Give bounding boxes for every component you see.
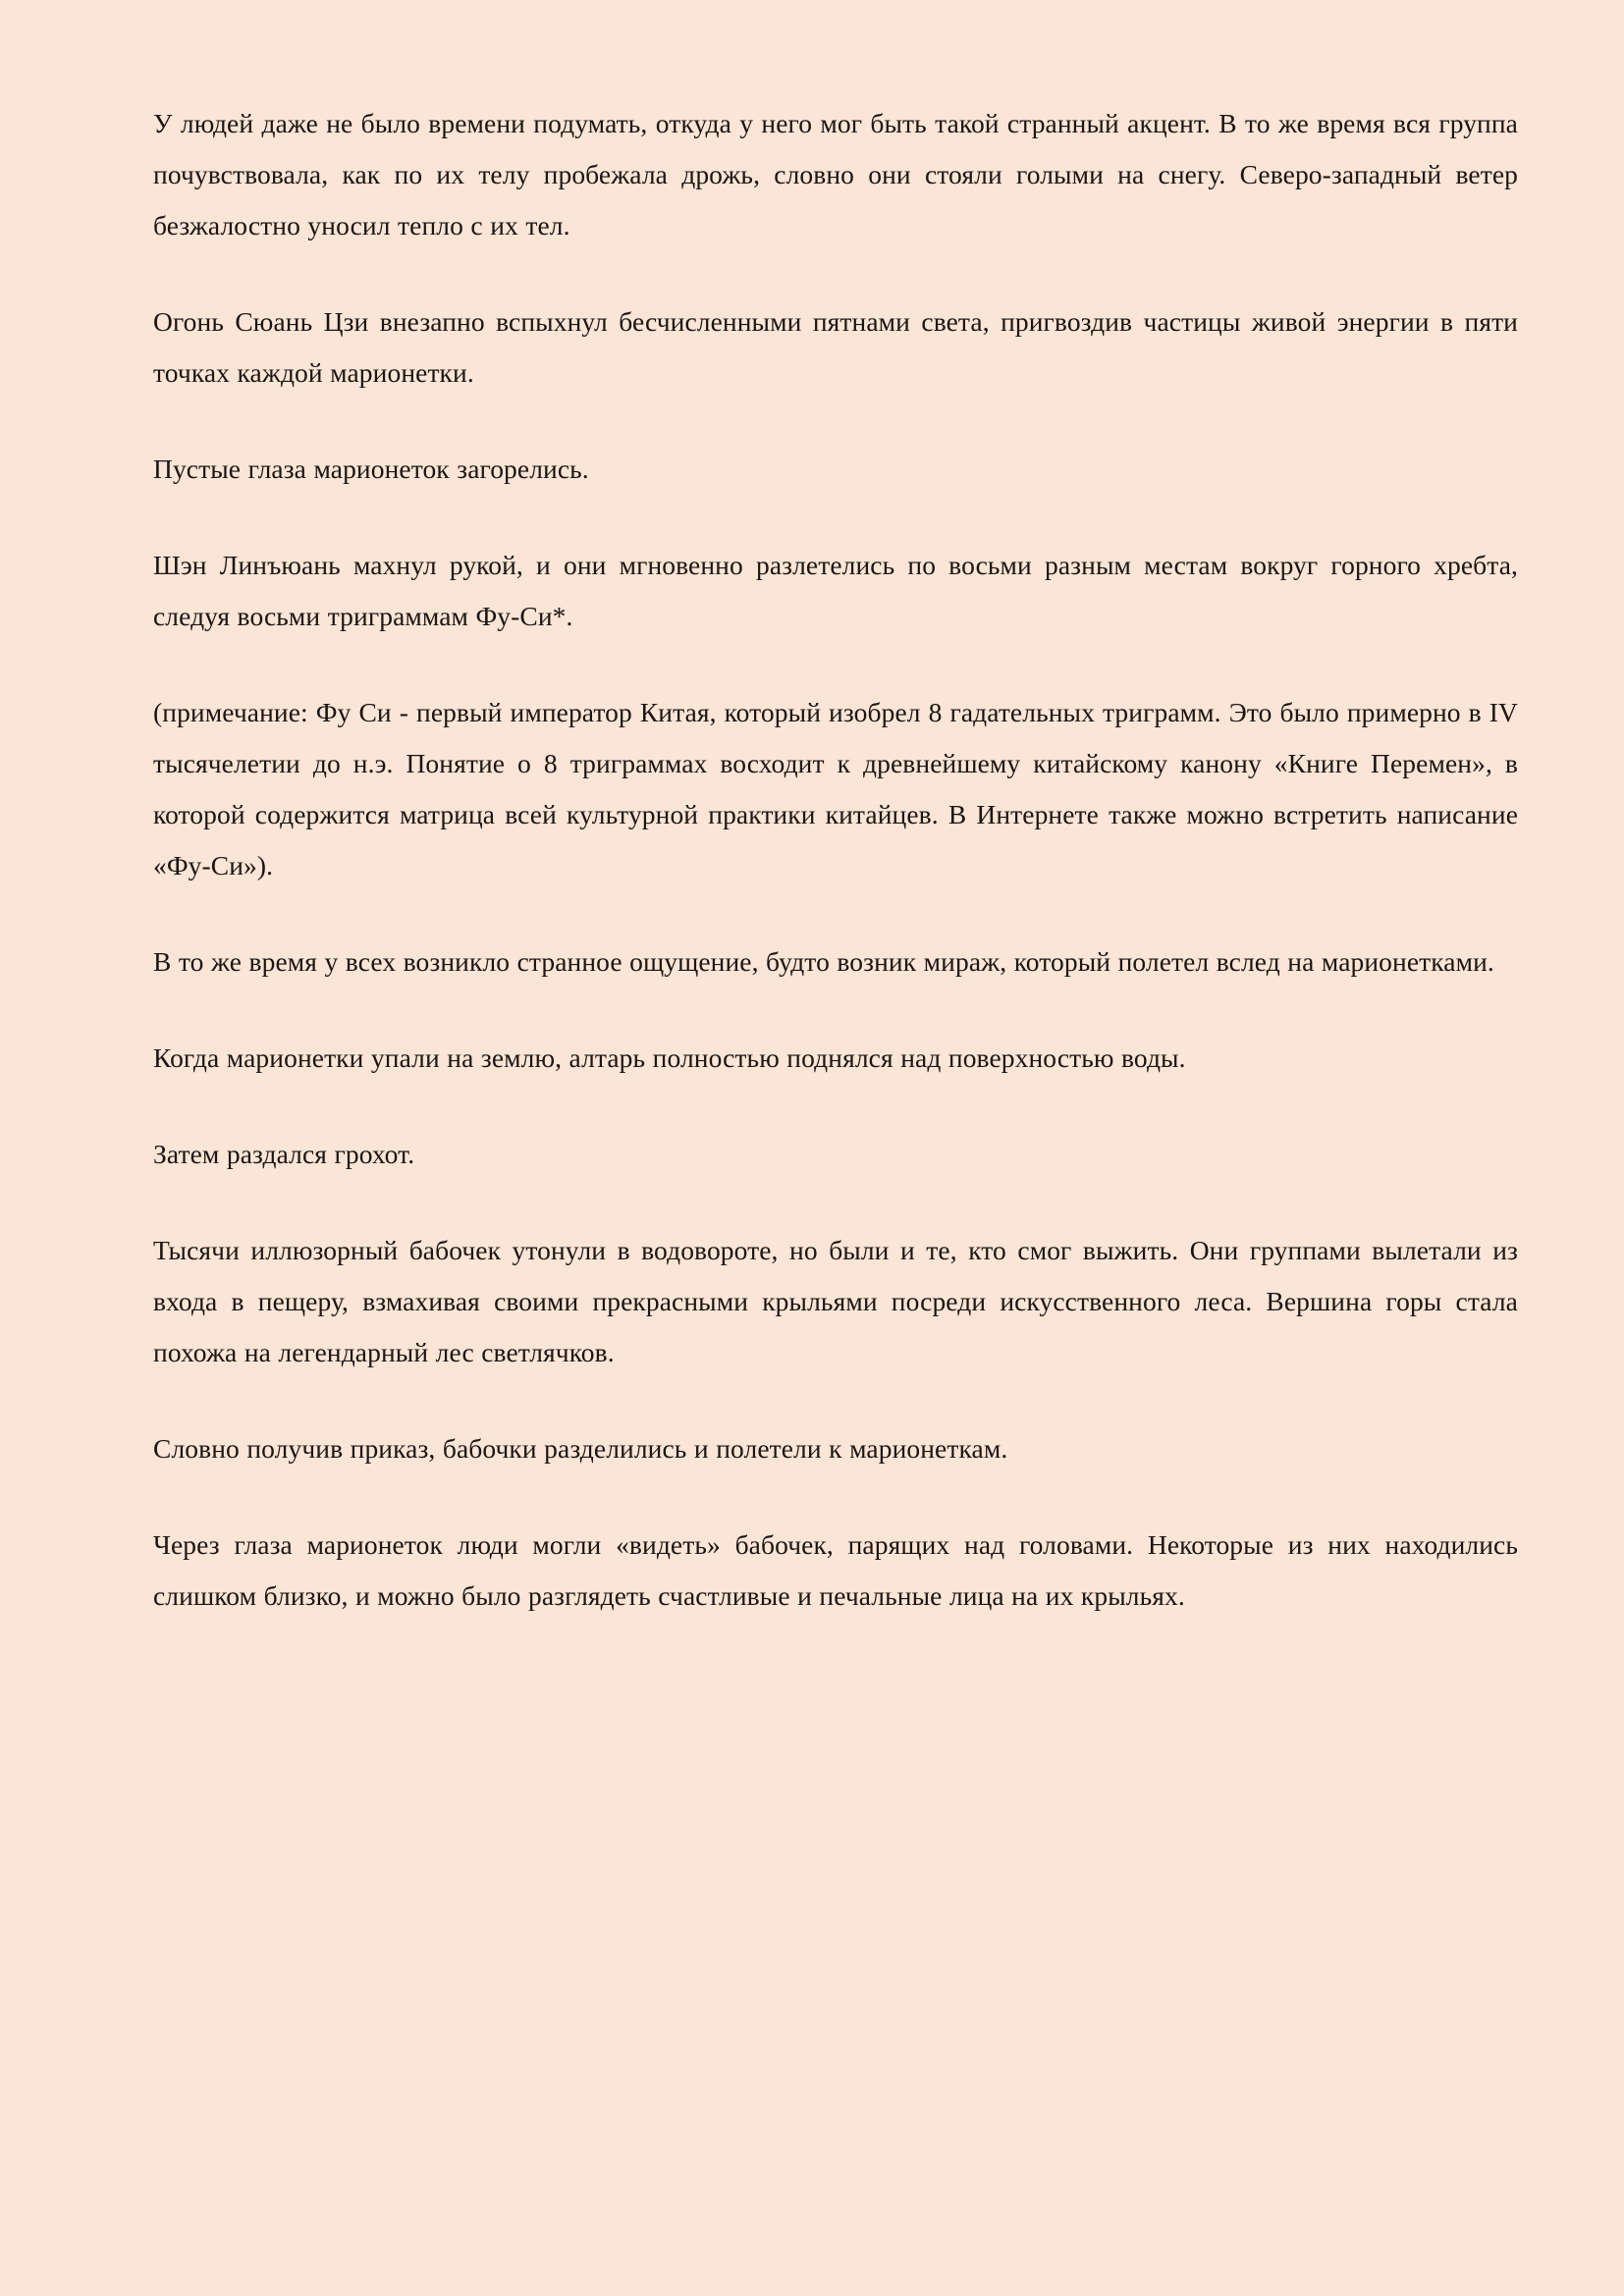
paragraph: Огонь Сюань Цзи внезапно вспыхнул бесчисленными пятнами света, пригвоздив частицы живой энергии в пяти точках каждой марионетки. (153, 306, 1518, 388)
paragraph: Словно получив приказ, бабочки разделились и полетели к марионеткам. (153, 1433, 1008, 1464)
paragraph: Тысячи иллюзорный бабочек утонули в водовороте, но были и те, кто смог выжить. Они группами вылетали из входа в пещеру, взмахивая своими прекрасными крыльями посреди искусственного леса. Вершина горы стала похожа на легендарный лес светлячков. (153, 1235, 1518, 1367)
paragraph: В то же время у всех возникло странное ощущение, будто возник мираж, который полетел вслед на марионетками. (153, 946, 1494, 977)
paragraph: Пустые глаза марионеток загорелись. (153, 454, 589, 484)
paragraph: Затем раздался грохот. (153, 1139, 415, 1169)
paragraph: Когда марионетки упали на землю, алтарь полностью поднялся над поверхностью воды. (153, 1042, 1186, 1073)
paragraph: У людей даже не было времени подумать, откуда у него мог быть такой странный акцент. В то же время вся группа почувствовала, как по их телу пробежала дрожь, словно они стояли голыми на снегу. Северо-западный ветер безжалостно уносил тепло с их тел. (153, 108, 1518, 240)
paragraph: Шэн Линъюань махнул рукой, и они мгновенно разлетелись по восьми разным местам вокруг горного хребта, следуя восьми триграммам Фу-Си*. (153, 550, 1518, 631)
paragraph: Через глаза марионеток люди могли «видеть» бабочек, парящих над головами. Некоторые из них находились слишком близко, и можно было разглядеть счастливые и печальные лица на их крыльях. (153, 1529, 1518, 1611)
document-text-body (153, 98, 1518, 1622)
paragraph-footnote: (примечание: Фу Си - первый император Китая, который изобрел 8 гадательных триграмм. Это было примерно в IV тысячелетии до н.э. Понятие о 8 триграммах восходит к древнейшему китайскому канону «Книге Перемен», в которой содержится матрица всей культурной практики китайцев. В Интернете также можно встретить написание «Фу-Си»). (153, 697, 1518, 881)
